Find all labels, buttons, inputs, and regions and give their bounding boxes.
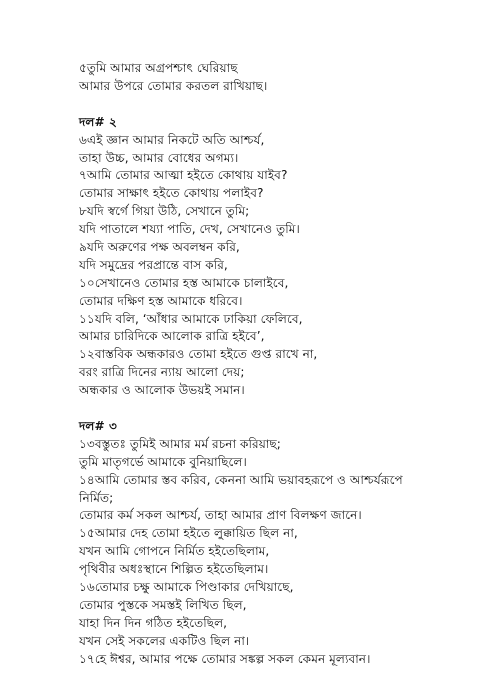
text-line: তুমি মাতৃগর্ভে আমাকে বুনিয়াছিলে।: [79, 454, 247, 469]
text-line: ১৩বস্তুতঃ তুমিই আমার মর্ম রচনা করিয়াছ;: [79, 436, 281, 451]
text-line: ১৭হে ঈশ্বর, আমার পক্ষে তোমার সঙ্কল্প সকল কেমন মূল্যবান।: [79, 651, 371, 666]
text-line: যাহা দিন দিন গঠিত হইতেছিল,: [79, 615, 228, 630]
verse-block-3: [79, 436, 479, 669]
section-heading-3: দল# ৩: [79, 419, 117, 434]
text-line: পৃথিবীর অধঃস্থানে শিল্পিত হইতেছিলাম।: [79, 562, 269, 577]
text-line: তোমার সাক্ষাৎ হইতে কোথায় পলাইব?: [79, 186, 264, 201]
text-line: আমার চারিদিকে আলোক রাত্রি হইবে’,: [79, 329, 265, 344]
verse-block-1: [79, 60, 479, 96]
text-line: ৬এই জ্ঞান আমার নিকটে অতি আশ্চর্য,: [79, 132, 265, 147]
section-gap: [79, 400, 479, 418]
section-gap: [79, 96, 479, 114]
text-line: ৮যদি স্বর্গে গিয়া উঠি, সেখানে তুমি;: [79, 204, 250, 219]
text-line: যখন সেই সকলের একটিও ছিল না।: [79, 633, 250, 648]
text-line: ১৪আমি তোমার স্তব করিব, কেননা আমি ভয়াবহরূপে ও আশ্চর্যরূপে: [79, 472, 403, 487]
text-line: তোমার পুস্তকে সমস্তই লিখিত ছিল,: [79, 597, 247, 612]
text-line: তোমার দক্ষিণ হস্ত আমাকে ধরিবে।: [79, 293, 243, 308]
text-line: আমার উপরে তোমার করতল রাখিয়াছ।: [79, 78, 268, 93]
text-line: তাহা উচ্চ, আমার বোধের অগম্য।: [79, 150, 239, 165]
text-line: ৫তুমি আমার অগ্রপশ্চাৎ ঘেরিয়াছ: [79, 61, 238, 75]
text-line: অন্ধকার ও আলোক উভয়ই সমান।: [79, 383, 245, 398]
section-heading-2: দল# ২: [79, 114, 117, 129]
text-line: বরং রাত্রি দিনের ন্যায় আলো দেয়;: [79, 365, 245, 380]
document-page: [79, 60, 479, 669]
text-line: ১১যদি বলি, ‘আঁধার আমাকে ঢাকিয়া ফেলিবে,: [79, 311, 303, 326]
text-line: তোমার কর্ম সকল আশ্চর্য, তাহা আমার প্রাণ বিলক্ষণ জানে।: [79, 508, 362, 523]
text-line: যদি পাতালে শয্যা পাতি, দেখ, সেখানেও তুমি।: [79, 222, 300, 237]
text-line: ১০সেখানেও তোমার হস্ত আমাকে চালাইবে,: [79, 275, 289, 290]
text-line: ৭আমি তোমার আত্মা হইতে কোথায় যাইব?: [79, 168, 288, 183]
text-line: যদি সমুদ্রের পরপ্রান্তে বাস করি,: [79, 257, 228, 272]
text-line: ৯যদি অরুণের পক্ষ অবলম্বন করি,: [79, 240, 240, 255]
text-line: ১৫আমার দেহ তোমা হইতে লুক্কায়িত ছিল না,: [79, 526, 298, 541]
text-line: নির্মিত;: [79, 490, 114, 505]
text-line: যখন আমি গোপনে নির্মিত হইতেছিলাম,: [79, 544, 270, 559]
verse-block-2: [79, 132, 479, 400]
text-line: ১৬তোমার চক্ষু আমাকে পিণ্ডাকার দেখিয়াছে,: [79, 580, 294, 595]
text-line: ১২বাস্তবিক অন্ধকারও তোমা হইতে গুপ্ত রাখে না,: [79, 347, 318, 362]
